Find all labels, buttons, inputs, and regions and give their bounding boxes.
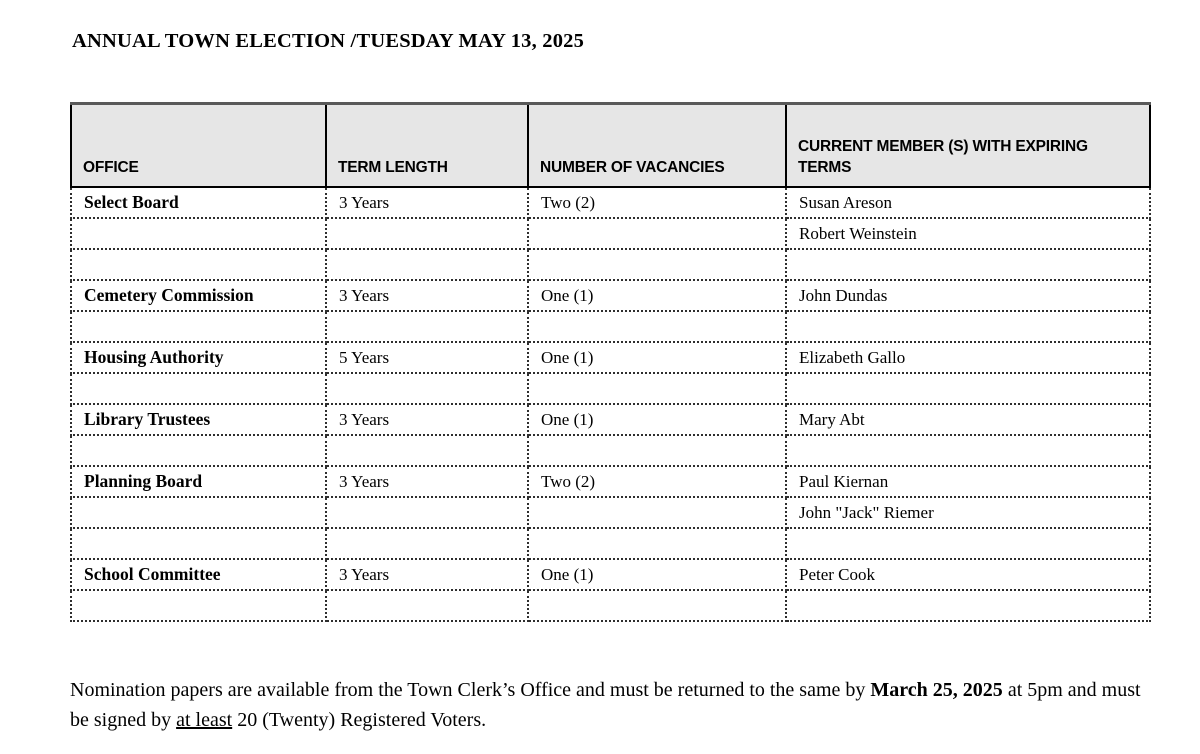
column-header-current-members-label: CURRENT MEMBER (S) WITH EXPIRING TERMS	[798, 138, 1088, 177]
cell-vacancies: One (1)	[528, 559, 786, 590]
column-header-vacancies	[528, 104, 786, 188]
cell-office	[71, 435, 326, 466]
cell-vacancies: Two (2)	[528, 466, 786, 497]
cell-term	[326, 249, 528, 280]
column-header-term-length-label: TERM LENGTH	[338, 159, 448, 177]
table-row	[71, 342, 1150, 373]
nomination-note	[70, 675, 1150, 735]
table-row	[71, 373, 1150, 404]
column-header-vacancies-label: NUMBER OF VACANCIES	[540, 159, 725, 177]
cell-term	[326, 218, 528, 249]
cell-vacancies	[528, 590, 786, 621]
nomination-note-text-after: 20 (Twenty) Registered Voters.	[232, 709, 487, 731]
cell-member	[786, 590, 1150, 621]
cell-vacancies	[528, 435, 786, 466]
cell-term: 3 Years	[326, 187, 528, 218]
cell-vacancies	[528, 497, 786, 528]
cell-office	[71, 590, 326, 621]
cell-term: 3 Years	[326, 466, 528, 497]
table-row	[71, 280, 1150, 311]
cell-term	[326, 497, 528, 528]
cell-office	[71, 311, 326, 342]
table-row	[71, 187, 1150, 218]
column-header-current-members	[786, 104, 1150, 188]
cell-member: Elizabeth Gallo	[786, 342, 1150, 373]
cell-office	[71, 218, 326, 249]
table-row	[71, 528, 1150, 559]
nomination-deadline: March 25, 2025	[870, 679, 1003, 701]
cell-vacancies	[528, 528, 786, 559]
nomination-note-text-before: Nomination papers are available from the Town Clerk’s Office and must be returned to the same by	[70, 679, 871, 701]
cell-vacancies: Two (2)	[528, 187, 786, 218]
table-row	[71, 497, 1150, 528]
cell-vacancies	[528, 249, 786, 280]
cell-member: Peter Cook	[786, 559, 1150, 590]
cell-member: Robert Weinstein	[786, 218, 1150, 249]
cell-member: Susan Areson	[786, 187, 1150, 218]
cell-term: 3 Years	[326, 404, 528, 435]
cell-office: Library Trustees	[71, 404, 326, 435]
cell-term	[326, 373, 528, 404]
nomination-note-at-least: at least	[176, 709, 233, 731]
cell-term	[326, 435, 528, 466]
table-row	[71, 559, 1150, 590]
cell-term: 3 Years	[326, 559, 528, 590]
cell-office: Planning Board	[71, 466, 326, 497]
table-row	[71, 435, 1150, 466]
column-header-term-length	[326, 104, 528, 188]
cell-member: John "Jack" Riemer	[786, 497, 1150, 528]
cell-office: Housing Authority	[71, 342, 326, 373]
cell-vacancies: One (1)	[528, 404, 786, 435]
cell-office	[71, 249, 326, 280]
cell-vacancies	[528, 218, 786, 249]
cell-term	[326, 311, 528, 342]
table-row	[71, 466, 1150, 497]
table-row	[71, 218, 1150, 249]
table-row	[71, 590, 1150, 621]
table-row	[71, 311, 1150, 342]
table-row	[71, 404, 1150, 435]
cell-member	[786, 249, 1150, 280]
cell-office	[71, 528, 326, 559]
cell-vacancies	[528, 373, 786, 404]
cell-term: 3 Years	[326, 280, 528, 311]
table-row	[71, 249, 1150, 280]
election-table-body	[71, 187, 1150, 621]
cell-office	[71, 497, 326, 528]
cell-office: Select Board	[71, 187, 326, 218]
cell-office	[71, 373, 326, 404]
cell-member	[786, 311, 1150, 342]
cell-office: Cemetery Commission	[71, 280, 326, 311]
cell-vacancies	[528, 311, 786, 342]
cell-member: Mary Abt	[786, 404, 1150, 435]
cell-member: Paul Kiernan	[786, 466, 1150, 497]
cell-term	[326, 590, 528, 621]
page-title: ANNUAL TOWN ELECTION /TUESDAY MAY 13, 2025	[72, 30, 585, 52]
cell-vacancies: One (1)	[528, 342, 786, 373]
cell-term	[326, 528, 528, 559]
cell-member	[786, 435, 1150, 466]
column-header-office	[71, 104, 326, 188]
cell-vacancies: One (1)	[528, 280, 786, 311]
election-table	[70, 102, 1151, 622]
cell-member: John Dundas	[786, 280, 1150, 311]
election-table-header-row	[71, 104, 1150, 188]
cell-member	[786, 373, 1150, 404]
nomination-note-text-mid: at 5pm and must be signed by	[70, 679, 1141, 731]
column-header-office-label: OFFICE	[83, 159, 139, 177]
cell-term: 5 Years	[326, 342, 528, 373]
cell-office: School Committee	[71, 559, 326, 590]
cell-member	[786, 528, 1150, 559]
